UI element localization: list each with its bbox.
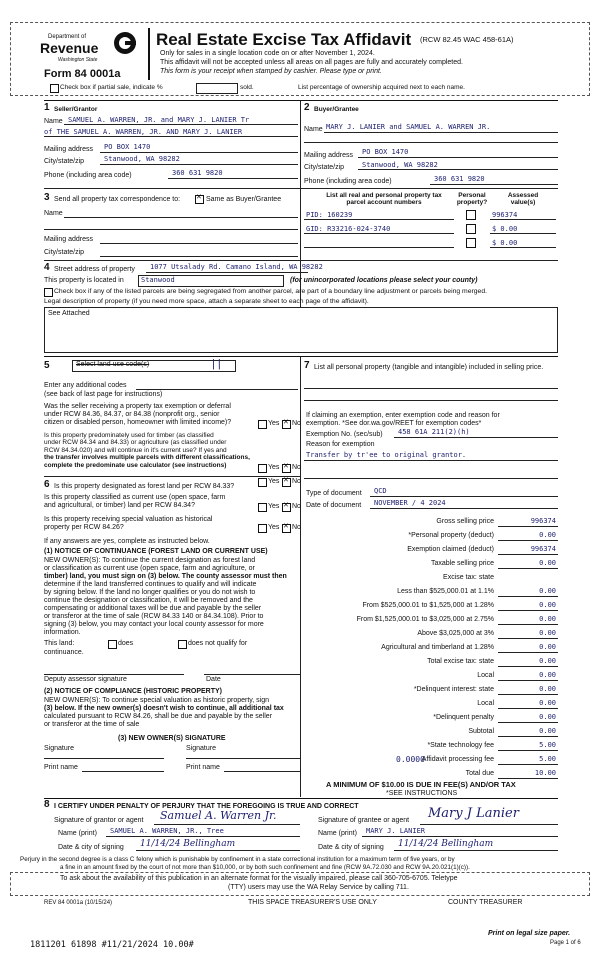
historic-question: Is this property receiving special valuation as historical property per RCW 84.26? <box>44 516 213 532</box>
document-date-label: Date of document <box>306 502 362 509</box>
tax-line-rule <box>498 708 558 709</box>
corr-name-label: Name <box>44 210 63 217</box>
form-rcw: (RCW 82.45 WAC 458-61A) <box>420 35 514 44</box>
q1-no-checkbox[interactable] <box>282 420 291 429</box>
seller-name-1[interactable]: SAMUEL A. WARREN, JR. and MARY J. LANIER Tr <box>68 116 250 124</box>
q1-no-label: No <box>292 420 301 427</box>
tax-line-rule <box>498 526 558 527</box>
current-use-yes-checkbox[interactable] <box>258 503 267 512</box>
buyer-name[interactable]: MARY J. LANIER and SAMUEL A. WARREN JR. <box>326 123 491 131</box>
header-divider <box>148 28 150 80</box>
if-yes-note: If any answers are yes, complete as instructed below. <box>44 538 210 545</box>
personal-col-header: Personal property? <box>456 192 488 207</box>
recording-stamp: 1811201 61898 #11/21/2024 10.00# <box>30 940 194 950</box>
tax-line-value[interactable]: 996374 <box>530 545 556 553</box>
tax-line-rule <box>498 596 558 597</box>
land-use-scribble: | | <box>212 358 221 370</box>
assessed-col-header: Assessed value(s) <box>507 192 539 207</box>
street-address-label: Street address of property <box>54 266 135 273</box>
partial-sale-label: Check box if partial sale, indicate % <box>60 84 163 91</box>
deputy-date-label: Date <box>206 676 221 683</box>
tax-line-label: Affidavit processing fee <box>421 756 494 763</box>
tax-line-label: Above $3,025,000 at 3% <box>417 630 494 637</box>
seller-city[interactable]: Stanwood, WA 98282 <box>104 155 180 163</box>
historic-no-checkbox[interactable] <box>282 524 291 533</box>
legal-description-label: Legal description of property (if you need more space, attach a separate sheet to each page of the affidavit). <box>44 298 369 305</box>
exemption-instructions: If claiming an exemption, enter exemption code and reason for exemption. *See dor.wa.gov/REET for exemption codes* <box>306 412 500 428</box>
buyer-name-label: Name <box>304 126 323 133</box>
exemption-reason-label: Reason for exemption <box>306 441 375 448</box>
treasurer-use-label: THIS SPACE TREASURER'S USE ONLY <box>248 899 377 906</box>
grantor-date[interactable]: 11/14/24 Bellingham <box>140 839 236 849</box>
legal-description: See Attached <box>48 310 90 317</box>
tax-line-value[interactable]: 0.00 <box>539 643 556 651</box>
tax-line-rule <box>498 666 558 667</box>
legal-description-field[interactable] <box>44 307 558 353</box>
q2-no-checkbox[interactable] <box>282 464 291 473</box>
document-type-label: Type of document <box>306 490 362 497</box>
tax-line-label: *Personal property (deduct) <box>408 532 494 539</box>
sold-label: sold. <box>240 84 254 91</box>
tax-line-label: Agricultural and timberland at 1.28% <box>381 644 494 651</box>
document-type[interactable]: QCD <box>374 487 387 495</box>
ownership-percent-note: List percentage of ownership acquired next to each name. <box>298 84 465 91</box>
seller-name-label: Name <box>44 118 63 125</box>
section-4-number: 4 <box>44 262 50 273</box>
tax-line-label: From $1,525,000.01 to $3,025,000 at 2.75% <box>356 616 494 623</box>
perjury-notice-1: Perjury in the second degree is a class C felony which is punishable by confinement in a state correctional institution for a maximum term of five years, or by <box>20 856 455 863</box>
current-use-no-checkbox[interactable] <box>282 503 291 512</box>
exemption-reason[interactable]: Transfer by tr'ee to original grantor. <box>306 451 467 459</box>
tax-line-value[interactable]: 0.00 <box>539 615 556 623</box>
notice-compliance-body: NEW OWNER(S): To continue special valuation as historic property, sign (3) below. If the new owner(s) doesn't wish to continue, all additional tax calculated pursuant to RCW 84.26, shall be due and payable by the seller or transferor at the time of sale <box>44 697 284 729</box>
parcel-1[interactable]: PID: 160239 <box>306 211 353 219</box>
same-as-buyer-checkbox[interactable] <box>195 195 204 204</box>
grantee-signature-label: Signature of grantee or agent <box>318 817 410 824</box>
tax-line-value[interactable]: 0.00 <box>539 657 556 665</box>
tax-line-label: Gross selling price <box>436 518 494 525</box>
corr-city-label: City/state/zip <box>44 249 85 256</box>
tax-line-rule <box>498 736 558 737</box>
tax-line-label: *State technology fee <box>427 742 494 749</box>
tax-line-value[interactable]: 0.00 <box>539 671 556 679</box>
located-note: (for unincorporated locations please select your county) <box>290 277 478 284</box>
exemption-question-1: Was the seller receiving a property tax exemption or deferral under RCW 84.36, 84.37, or 84.38 (nonprofit org., senior citizen or disabled person, homeowner with limited income)? <box>44 403 232 427</box>
q1-yes-checkbox[interactable] <box>258 420 267 429</box>
tax-line-rule <box>498 554 558 555</box>
section-2-number: 2 <box>304 102 310 113</box>
q2-yes-checkbox[interactable] <box>258 464 267 473</box>
does-label: does <box>118 640 134 647</box>
owner-signature-label-1: Signature <box>44 745 74 752</box>
tax-line-label: Subtotal <box>468 728 494 735</box>
land-use-label: Select land use code(s) <box>76 361 150 368</box>
perjury-notice-2: a fine in an amount fixed by the court of not more than $10,000, or by both such confinement and fine (RCW 9A.72.030 and RCW 9A.20.021(1)(c)). <box>60 864 470 871</box>
parcel-2[interactable]: GID: R33216-024-3740 <box>306 225 391 233</box>
tax-line-label: Local <box>477 672 494 679</box>
tax-line-rule <box>498 750 558 751</box>
personal-property-checkbox-1[interactable] <box>466 210 476 220</box>
tax-line-value[interactable]: 0.00 <box>539 685 556 693</box>
does-qualify-checkbox[interactable] <box>108 640 117 649</box>
assessed-1[interactable]: 996374 <box>492 211 518 219</box>
correspondence-label: Send all property tax correspondence to: <box>54 196 181 203</box>
county-treasurer-label: COUNTY TREASURER <box>448 899 523 906</box>
grantee-name-label: Name (print) <box>318 830 357 837</box>
tax-line-label: Taxable selling price <box>430 560 494 567</box>
current-use-no-label: No <box>292 503 301 510</box>
exemption-number-label: Exemption No. (sec/sub) <box>306 431 383 438</box>
partial-sale-checkbox[interactable] <box>50 84 59 93</box>
new-owner-signature-title: (3) NEW OWNER(S) SIGNATURE <box>118 735 226 742</box>
dept-line-1: Department of <box>48 34 87 40</box>
header-note-3: This form is your receipt when stamped by cashier. Please type or print. <box>160 68 382 75</box>
notice-continuance-body: NEW OWNER(S): To continue the current designation as forest land or classification as current use (open space, farm and agriculture, or timber) land, you must sign on (3) below. The county assessor must then determine if the land transferred continues to qualify and will indicate by signing below. If the land no longer qualifies or you do not wish to continue the designation or classification, it will be removed and the compensating or additional taxes will be due and payable by the seller or transferor at the time of sale (RCW 84.33 140 or 84.34.108). Prior to signing (3) below, you may contact your local county assessor for more information. <box>44 557 287 637</box>
accessibility-notice-1: To ask about the availability of this publication in an alternate format for the visually impaired, please call 360-705-6705. Teletype <box>60 875 458 882</box>
tax-line-label: Local <box>477 700 494 707</box>
forest-land-question: Is this property designated as forest land per RCW 84.33? <box>54 483 235 490</box>
buyer-phone[interactable]: 360 631 9820 <box>434 175 485 183</box>
tax-line-label: Excise tax: state <box>443 574 494 581</box>
buyer-phone-label: Phone (including area code) <box>304 178 392 185</box>
tax-line-rule <box>498 764 558 765</box>
personal-property-checkbox-2[interactable] <box>466 224 476 234</box>
grantor-date-label: Date & city of signing <box>58 844 124 851</box>
buyer-city-label: City/state/zip <box>304 164 345 171</box>
additional-codes-note: (see back of last page for instructions) <box>44 391 163 398</box>
does-not-label: does not qualify for <box>188 640 248 647</box>
buyer-mail-label: Mailing address <box>304 152 354 159</box>
form-number: Form 84 0001a <box>44 68 121 80</box>
section-rule <box>44 100 558 101</box>
tax-line-label: Exemption claimed (deduct) <box>407 546 494 553</box>
tax-line-label: Less than $525,000.01 at 1.1% <box>397 588 494 595</box>
historic-yes-checkbox[interactable] <box>258 524 267 533</box>
segregated-checkbox[interactable] <box>44 288 53 297</box>
this-land-label: This land: <box>44 640 75 647</box>
tax-line-value[interactable]: 0.00 <box>539 587 556 595</box>
tax-line-value[interactable]: 0.00 <box>539 727 556 735</box>
certification: I CERTIFY UNDER PENALTY OF PERJURY THAT THE FOREGOING IS TRUE AND CORRECT <box>54 803 359 810</box>
notice-continuance-title: (1) NOTICE OF CONTINUANCE (FOREST LAND OR CURRENT USE) <box>44 548 268 555</box>
q2-no-label: No <box>292 464 301 471</box>
header-note-2: This affidavit will not be accepted unless all areas on all pages are fully and accurately completed. <box>160 59 463 66</box>
local-rate[interactable]: 0.0000 <box>396 755 425 764</box>
section-7-number: 7 <box>304 360 310 371</box>
corr-mail-label: Mailing address <box>44 236 94 243</box>
see-instructions: *SEE INSTRUCTIONS <box>386 790 458 797</box>
buyer-city[interactable]: Stanwood, WA 98282 <box>362 161 438 169</box>
accessibility-notice-2: (TTY) users may use the WA Relay Service by calling 711. <box>228 884 409 891</box>
grantee-date-label: Date & city of signing <box>318 844 384 851</box>
section-1-number: 1 <box>44 102 50 113</box>
historic-yes-label: Yes <box>268 524 280 531</box>
tax-line-value[interactable]: 5.00 <box>539 741 556 749</box>
tax-line-label: Total excise tax: state <box>427 658 494 665</box>
grantor-name-label: Name (print) <box>58 830 97 837</box>
seller-phone[interactable]: 360 631 9820 <box>172 169 223 177</box>
assessed-2[interactable]: $ 0.00 <box>492 225 518 233</box>
current-use-question: Is this property classified as current use (open space, farm and agricultural, or timber) land per RCW 84.34? <box>44 494 226 510</box>
tax-line-value[interactable]: 0.00 <box>539 699 556 707</box>
page-number: Page 1 of 6 <box>550 940 581 946</box>
legal-size-note: Print on legal size paper. <box>488 930 571 937</box>
forest-yes-label: Yes <box>268 478 280 485</box>
current-use-yes-label: Yes <box>268 503 280 510</box>
section-2-title: Buyer/Grantee <box>314 106 359 113</box>
seller-city-label: City/state/zip <box>44 158 85 165</box>
tax-line-rule <box>498 652 558 653</box>
tax-line-value[interactable]: 996374 <box>530 517 556 525</box>
located-in: Stanwood <box>141 276 175 284</box>
exemption-number[interactable]: 458 61A 211(2)(h) <box>398 428 470 436</box>
tax-line-label: *Delinquent penalty <box>433 714 494 721</box>
buyer-mail[interactable]: PO BOX 1470 <box>362 148 409 156</box>
section-6-number: 6 <box>44 479 50 490</box>
located-in-label: This property is located in <box>44 277 124 284</box>
same-as-buyer-label: Same as Buyer/Grantee <box>206 196 282 203</box>
owner-print-name-label-2: Print name <box>186 764 220 771</box>
tax-line-rule <box>498 778 558 779</box>
tax-line-rule <box>498 694 558 695</box>
does-not-qualify-checkbox[interactable] <box>178 640 187 649</box>
document-date[interactable]: NOVEMBER / 4 2024 <box>374 499 446 507</box>
grantee-name[interactable]: MARY J. LANIER <box>366 827 426 835</box>
section-8-number: 8 <box>44 799 50 810</box>
tax-line-value[interactable]: 0.00 <box>539 713 556 721</box>
form-title: Real Estate Excise Tax Affidavit <box>156 30 412 49</box>
tax-line-value[interactable]: 0.00 <box>539 531 556 539</box>
owner-signature-label-2: Signature <box>186 745 216 752</box>
assessed-3[interactable]: $ 0.00 <box>492 239 518 247</box>
section-1-title: Seller/Grantor <box>54 106 98 113</box>
dept-revenue: Revenue <box>40 40 99 56</box>
street-address[interactable]: 1077 Utsalady Rd. Camano Island, WA 98282 <box>150 263 323 271</box>
seller-mail-label: Mailing address <box>44 146 94 153</box>
q1-yes-label: Yes <box>268 420 280 427</box>
q2-yes-label: Yes <box>268 464 280 471</box>
tax-line-label: *Delinquent interest: state <box>413 686 494 693</box>
segregated-label: Check box if any of the listed parcels are being segregated from another parcel, are part of a boundary line adjustment or parcels being merged. <box>54 288 487 295</box>
tax-line-value[interactable]: 0.00 <box>539 601 556 609</box>
tax-line-value[interactable]: 5.00 <box>539 755 556 763</box>
personal-property-checkbox-3[interactable] <box>466 238 476 248</box>
tax-line-rule <box>498 624 558 625</box>
personal-property-label: List all personal property (tangible and intangible) included in selling price. <box>314 364 544 371</box>
timber-question: Is this property predominately used for timber (as classified under RCW 84.34 and 84.33) or agriculture (as classified under RCW 84.34.020) and will continue in it's current use? If yes and the transfer involves multiple parcels with different classifications, complete the predominate use calculator (see instructions) <box>44 432 250 469</box>
tax-line-rule <box>498 610 558 611</box>
forest-no-label: No <box>292 478 301 485</box>
tax-line-rule <box>498 722 558 723</box>
revision-label: REV 84 0001a (10/15/24) <box>44 900 113 906</box>
tax-line-rule <box>498 540 558 541</box>
grantee-signature[interactable]: Mary J Lanier <box>428 806 519 821</box>
seller-mail[interactable]: PO BOX 1470 <box>104 143 151 151</box>
grantor-name[interactable]: SAMUEL A. WARREN, JR., Tree <box>110 827 224 835</box>
grantee-date[interactable]: 11/14/24 Bellingham <box>398 839 494 849</box>
dor-logo <box>114 32 136 54</box>
tax-line-label: From $525,000.01 to $1,525,000 at 1.28% <box>362 602 494 609</box>
forest-yes-checkbox[interactable] <box>258 478 267 487</box>
additional-codes-label: Enter any additional codes <box>44 382 127 389</box>
continuance-label: continuance. <box>44 649 84 656</box>
forest-no-checkbox[interactable] <box>282 478 291 487</box>
seller-name-2[interactable]: of THE SAMUEL A. WARREN, JR. AND MARY J. LANIER <box>44 128 243 136</box>
grantor-signature-label: Signature of grantor or agent <box>54 817 144 824</box>
owner-print-name-label-1: Print name <box>44 764 78 771</box>
tax-line-rule <box>498 638 558 639</box>
notice-compliance-title: (2) NOTICE OF COMPLIANCE (HISTORIC PROPERTY) <box>44 688 222 695</box>
tax-line-rule <box>498 568 558 569</box>
tax-line-value[interactable]: 0.00 <box>539 629 556 637</box>
tax-line-value[interactable]: 10.00 <box>534 769 556 777</box>
tax-line-label: Total due <box>465 770 494 777</box>
deputy-signature-label: Deputy assessor signature <box>44 676 127 683</box>
tax-line-rule <box>498 680 558 681</box>
partial-percent-input[interactable] <box>196 83 238 94</box>
section-3-number: 3 <box>44 192 50 203</box>
minimum-due-note: A MINIMUM OF $10.00 IS DUE IN FEE(S) AND/OR TAX <box>326 780 516 789</box>
tax-line-value[interactable]: 0.00 <box>539 559 556 567</box>
section-5-number: 5 <box>44 360 50 371</box>
historic-no-label: No <box>292 524 301 531</box>
dept-line-3: Washington State <box>58 57 98 63</box>
grantor-signature[interactable]: Samuel A. Warren Jr. <box>160 809 277 822</box>
seller-phone-label: Phone (including area code) <box>44 172 132 179</box>
header-note-1: Only for sales in a single location code on or after November 1, 2024. <box>160 50 375 57</box>
parcel-col-header: List all real and personal property tax parcel account numbers <box>326 192 442 207</box>
